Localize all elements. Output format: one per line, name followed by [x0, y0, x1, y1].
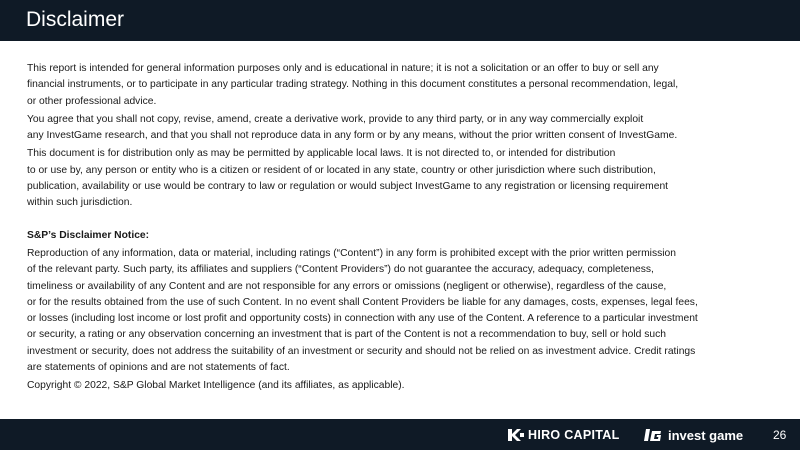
footer-bar — [0, 419, 800, 450]
text-line: to or use by, any person or entity who is a citizen or resident of or located in any state, country or other jurisdiction where such distribution, — [27, 164, 656, 176]
text-line: or for the results obtained from the use of such Content. In no event shall Content Providers be liable for any damages, costs, expenses, legal fees, — [27, 296, 698, 308]
paragraph-distribution — [27, 146, 775, 211]
ig-mark-icon — [644, 427, 662, 443]
text-line: or other professional advice. — [27, 95, 157, 107]
paragraph-sp-disclaimer — [27, 246, 775, 376]
disclaimer-content — [27, 61, 775, 397]
investgame-logo-text: invest game — [668, 427, 744, 443]
text-line: timeliness or availability of any Content and are not responsible for any errors or omissions (negligent or otherwise), regardless of the cause, — [27, 280, 667, 292]
text-line: of the relevant party. Such party, its affiliates and suppliers (“Content Providers”) do not guarantee the accuracy, adequacy, completeness, — [27, 264, 654, 276]
hiro-logo-text: HIRO CAPITAL — [528, 428, 620, 442]
header-bar — [0, 0, 800, 41]
text-line: investment or security, does not address the suitability of an investment or security and should not be relied on as investment advice. Credit ratings — [27, 345, 696, 357]
text-line: You agree that you shall not copy, revise, amend, create a derivative work, provide to any third party, or in any way commercially exploit — [27, 113, 644, 125]
hiro-mark-icon — [508, 428, 524, 442]
text-line: are statements of opinions and are not statements of fact. — [27, 362, 290, 374]
spacer — [27, 214, 775, 228]
page-number: 26 — [773, 428, 787, 442]
text-line: any InvestGame research, and that you shall not reproduce data in any form or by any means, without the prior written consent of InvestGame. — [27, 130, 678, 142]
page-title: Disclaimer — [26, 8, 125, 31]
investgame-logo — [644, 426, 743, 444]
text-line: publication, availability or use would be contrary to law or regulation or would subject InvestGame to any registration or licensing requirement — [27, 181, 669, 193]
sp-disclaimer-heading: S&P’s Disclaimer Notice: — [27, 229, 150, 241]
text-line: within such jurisdiction. — [27, 197, 133, 209]
text-line: This document is for distribution only as may be permitted by applicable local laws. It is not directed to, or intended for distribution — [27, 148, 616, 160]
text-line: This report is intended for general information purposes only and is educational in nature; it is not a solicitation or an offer to buy or sell any — [27, 63, 659, 74]
text-line: or losses (including lost income or lost profit and opportunity costs) in connection with any use of the Content. A reference to a particular investment — [27, 313, 698, 325]
text-line: or security, a rating or any observation concerning an investment that is part of the Content is not a recommendation to buy, sell or hold such — [27, 329, 666, 341]
paragraph-general-info — [27, 61, 775, 110]
copyright-notice: Copyright © 2022, S&P Global Market Intelligence (and its affiliates, as applicable). — [27, 380, 405, 392]
paragraph-copy-restriction — [27, 112, 775, 145]
text-line: Reproduction of any information, data or material, including ratings (“Content”) in any form is prohibited except with the prior written permission — [27, 247, 677, 259]
hiro-capital-logo — [508, 427, 620, 443]
text-line: financial instruments, or to participate in any particular trading strategy. Nothing in this document constitutes a personal recommendation, legal, — [27, 79, 679, 91]
